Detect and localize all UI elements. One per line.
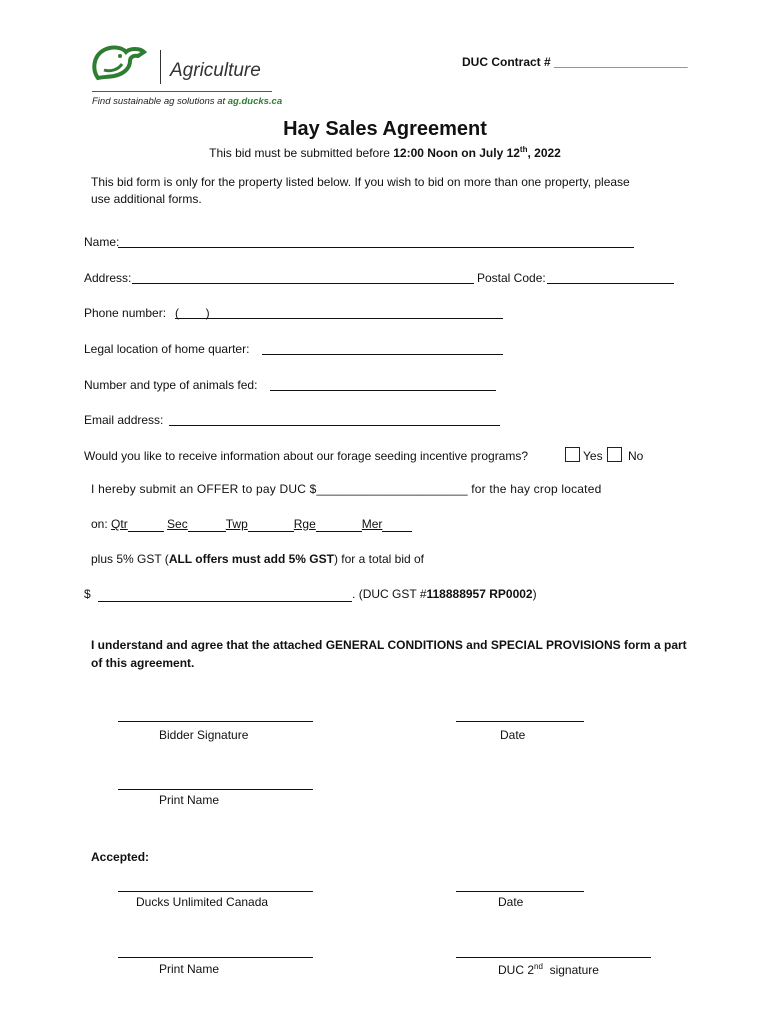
duc-second-signature-field[interactable] [456, 943, 651, 958]
contract-number-label: DUC Contract # ____________________ [462, 55, 688, 69]
phone-label: Phone number: [84, 306, 167, 320]
print-name-label-2: Print Name [159, 962, 220, 976]
print-name-field-1[interactable] [118, 775, 313, 790]
print-name-field-2[interactable] [118, 943, 313, 958]
offer-line-1: I hereby submit an OFFER to pay DUC $______________________ for the hay crop located [91, 482, 602, 496]
gst-line: plus 5% GST (ALL offers must add 5% GST) for a total bid of [91, 552, 424, 566]
animals-field[interactable] [270, 376, 496, 391]
postal-code-field[interactable] [547, 269, 674, 284]
accepted-label: Accepted: [91, 850, 150, 864]
sec-field[interactable] [188, 517, 226, 532]
bidder-signature-field[interactable] [118, 707, 313, 722]
logo-brand: Agriculture [170, 60, 261, 81]
email-field[interactable] [169, 411, 500, 426]
logo-divider [160, 50, 161, 84]
phone-area-code: ( ) [175, 306, 210, 320]
address-field[interactable] [132, 269, 474, 284]
ducks-unlimited-label: Ducks Unlimited Canada [136, 895, 269, 909]
yes-checkbox[interactable] [565, 447, 580, 462]
email-label: Email address: [84, 413, 164, 427]
name-field[interactable] [118, 233, 634, 248]
date-label-1: Date [500, 728, 526, 742]
phone-field[interactable] [175, 304, 503, 319]
logo-tagline-link[interactable]: ag.ducks.ca [227, 96, 283, 107]
total-bid-line: $ . (DUC GST #118888957 RP0002) [84, 587, 537, 601]
twp-field[interactable] [248, 517, 294, 532]
twp-label: Twp [225, 517, 248, 531]
mer-label: Mer [361, 517, 383, 531]
no-label: No [628, 449, 644, 463]
ducks-unlimited-signature-field[interactable] [118, 877, 313, 892]
yes-label: Yes [583, 449, 603, 463]
duc-second-signature-label: DUC 2nd signature [498, 962, 599, 977]
agreement-line-2: of this agreement. [91, 656, 195, 670]
no-checkbox[interactable] [607, 447, 622, 462]
sec-label: Sec [167, 517, 188, 531]
animals-label: Number and type of animals fed: [84, 378, 258, 392]
rge-label: Rge [293, 517, 316, 531]
legal-location-field[interactable] [262, 340, 503, 355]
intro-line-2: use additional forms. [91, 192, 202, 206]
logo-rule [92, 91, 272, 92]
date-field-2[interactable] [456, 877, 584, 892]
qtr-field[interactable] [128, 517, 164, 532]
postal-code-label: Postal Code: [477, 271, 546, 285]
logo-tagline: Find sustainable ag solutions at ag.ducks.ca [92, 96, 283, 107]
intro-line-1: This bid form is only for the property listed below. If you wish to bid on more than one property, please [91, 175, 630, 189]
incentive-question: Would you like to receive information about our forage seeding incentive programs? [84, 449, 529, 463]
deadline-text: This bid must be submitted before 12:00 Noon on July 12th, 2022 [209, 145, 561, 160]
total-bid-field[interactable] [98, 587, 352, 602]
rge-field[interactable] [316, 517, 362, 532]
page-title: Hay Sales Agreement [283, 118, 487, 140]
agreement-line-1: I understand and agree that the attached GENERAL CONDITIONS and SPECIAL PROVISIONS form a part [91, 638, 687, 652]
date-field-1[interactable] [456, 707, 584, 722]
legal-location-label: Legal location of home quarter: [84, 342, 250, 356]
date-label-2: Date [498, 895, 524, 909]
logo [90, 42, 283, 112]
qtr-label: Qtr [111, 517, 128, 531]
duck-logo-icon [90, 42, 154, 86]
address-label: Address: [84, 271, 132, 285]
print-name-label-1: Print Name [159, 793, 220, 807]
name-label: Name: [84, 235, 120, 249]
legal-description-row: on: Qtr Sec Twp Rge Mer [91, 517, 412, 532]
bidder-signature-label: Bidder Signature [159, 728, 249, 742]
mer-field[interactable] [382, 517, 412, 532]
